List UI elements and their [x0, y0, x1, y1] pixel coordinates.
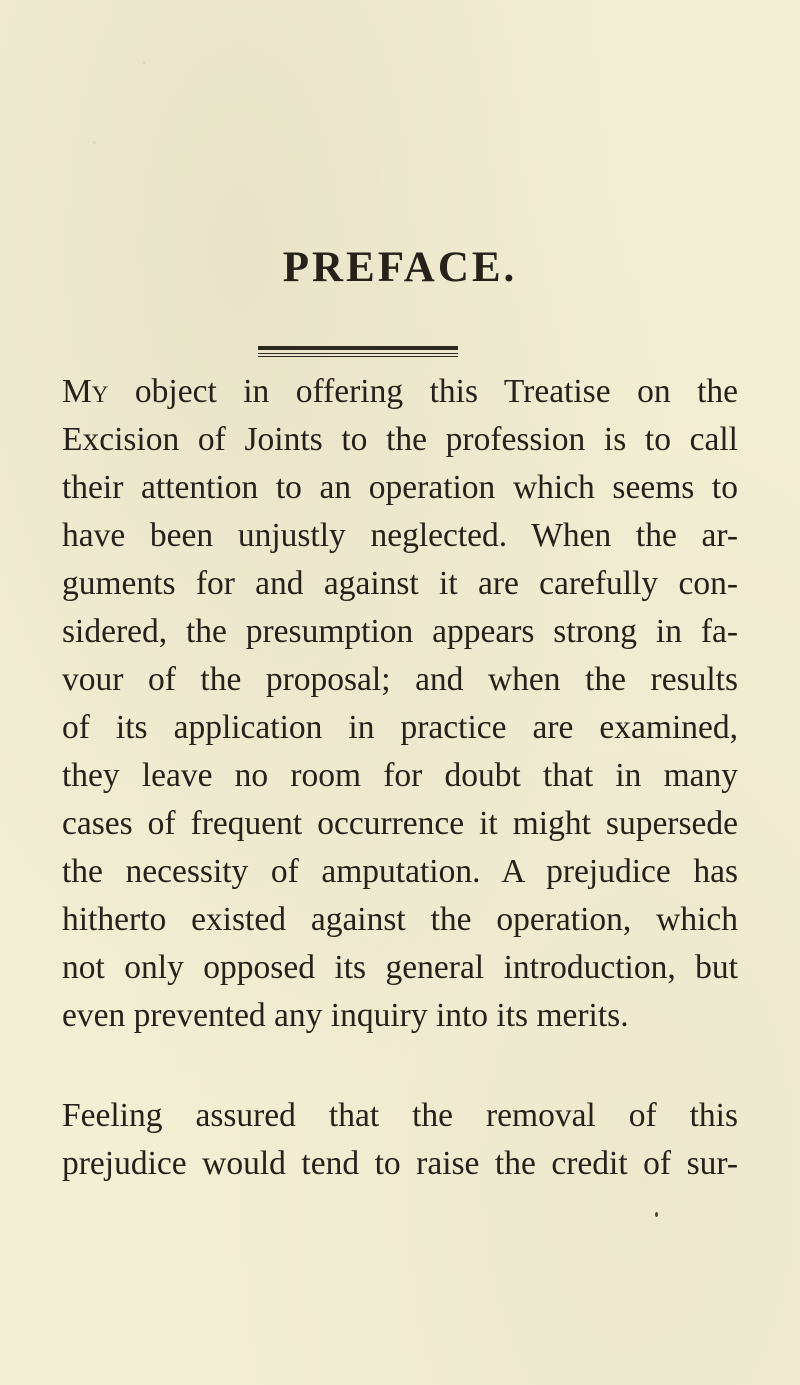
text-line: even prevented any inquiry into its merits. [62, 997, 629, 1034]
page-title: PREFACE. [282, 244, 518, 291]
text-line: cases of frequent occurrence it might supersede [62, 805, 738, 842]
ink-speck [655, 1212, 658, 1217]
text-line: the necessity of amputation. A prejudice has [62, 853, 738, 890]
paragraph-1 [62, 368, 738, 1040]
text-line: hitherto existed against the operation, which [62, 901, 738, 938]
show-through-text: . . [90, 40, 149, 151]
text-line: their attention to an operation which seems to [62, 469, 738, 506]
text-line: sidered, the presumption appears strong in fa- [62, 613, 738, 650]
drop-word: My [62, 373, 109, 410]
title-divider [258, 346, 458, 357]
text-line: Feeling assured that the removal of this [62, 1097, 738, 1134]
text-line: they leave no room for doubt that in many [62, 757, 738, 794]
text-line: have been unjustly neglected. When the ar- [62, 517, 738, 554]
text-line: not only opposed its general introduction, but [62, 949, 738, 986]
text-line: Excision of Joints to the profession is to call [62, 421, 738, 458]
text-line: prejudice would tend to raise the credit of sur- [62, 1145, 738, 1182]
text-line: guments for and against it are carefully con- [62, 565, 738, 602]
text-line: of its application in practice are examined, [62, 709, 738, 746]
text-line [62, 368, 738, 416]
line-text: object in offering this Treatise on the [134, 373, 738, 410]
text-line: vour of the proposal; and when the results [62, 661, 738, 698]
paragraph-2 [62, 1092, 738, 1188]
